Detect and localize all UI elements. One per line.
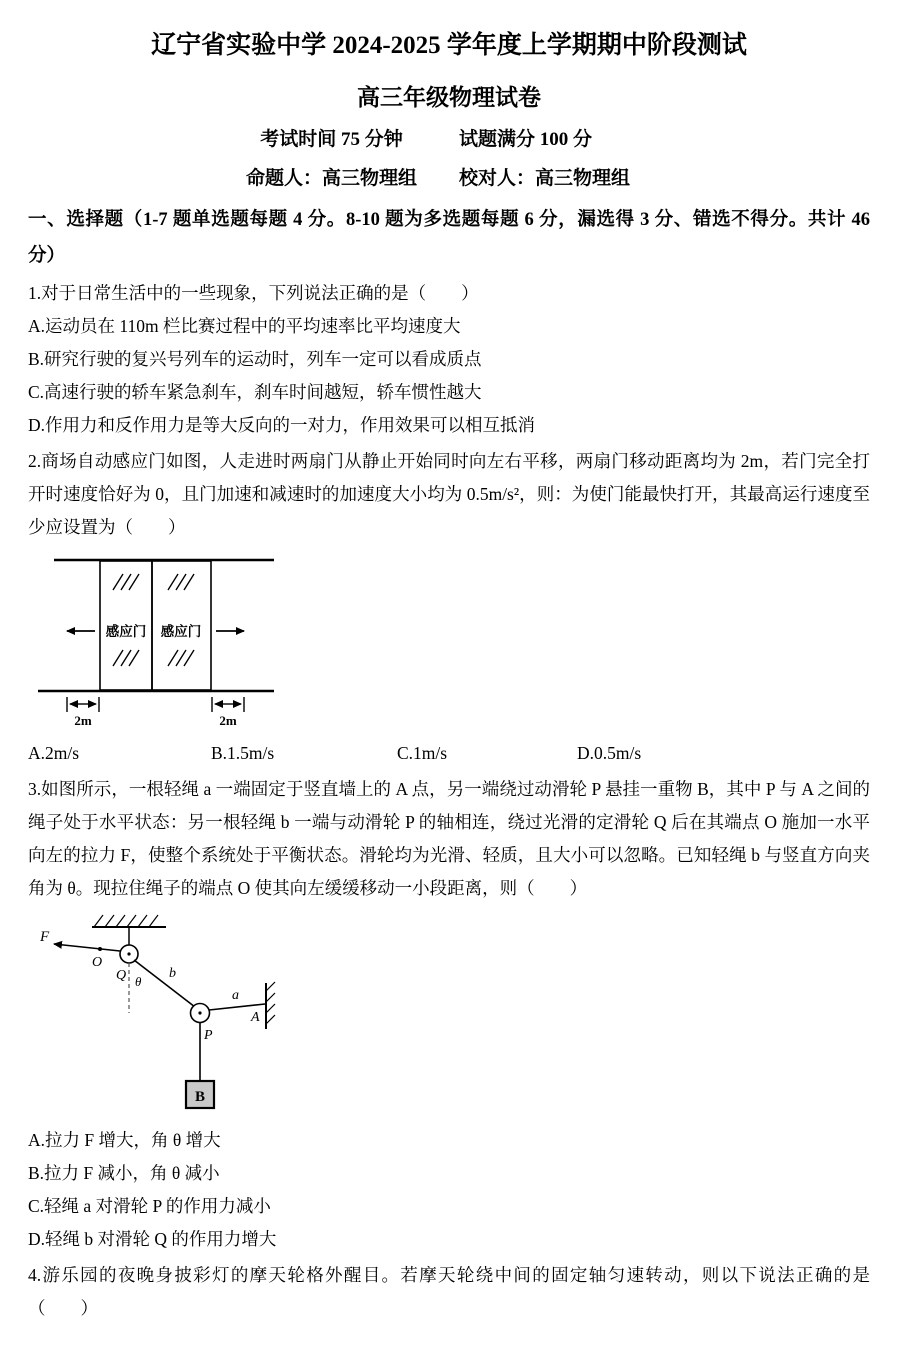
door-label-left: 感应门 — [105, 624, 147, 640]
question-1 — [28, 277, 870, 442]
pulley-system-diagram — [32, 911, 302, 1119]
label-q: Q — [116, 968, 127, 984]
question-4-stem: 4.游乐园的夜晚身披彩灯的摩天轮格外醒目。若摩天轮绕中间的固定轴匀速转动，则以下说法正确的是（ ） — [28, 1265, 870, 1319]
question-3 — [28, 773, 870, 1256]
dimension-right — [212, 697, 244, 712]
door-label-right: 感应门 — [160, 624, 202, 640]
label-o: O — [92, 955, 103, 971]
dimension-left — [67, 697, 99, 712]
question-2-option-c: C.1m/s — [397, 743, 448, 764]
exam-setter: 命题人：高三物理组 — [245, 168, 417, 190]
label-p: P — [204, 1028, 213, 1044]
question-3-option-b: B.拉力 F 减小，角 θ 减小 — [28, 1163, 220, 1184]
question-4 — [28, 1259, 870, 1325]
pulley-q-axle — [127, 953, 130, 956]
question-3-option-d: D.轻绳 b 对滑轮 Q 的作用力增大 — [28, 1229, 277, 1250]
question-2-figure — [32, 550, 870, 733]
question-2-option-a: A.2m/s — [28, 743, 80, 764]
label-theta: θ — [135, 974, 142, 990]
point-o — [98, 947, 102, 951]
wall-hatch — [266, 982, 275, 1029]
exam-info-row-2 — [28, 163, 870, 190]
rope-b — [134, 960, 195, 1007]
exam-subtitle: 高三年级物理试卷 — [357, 85, 541, 111]
question-3-option-a: A.拉力 F 增大，角 θ 增大 — [28, 1130, 221, 1151]
question-2-options — [28, 737, 870, 770]
ceiling-hatch — [92, 915, 166, 927]
exam-info-row-1 — [28, 124, 870, 151]
exam-proofreader: 校对人：高三物理组 — [459, 168, 631, 190]
question-2-stem: 2.商场自动感应门如图，人走进时两扇门从静止开始同时向左右平移，两扇门移动距离均为 2m，若门完全打开时速度恰好为 0，且门加速和减速时的加速度大小均为 0.5m/s²，则：为使门能最快打开，其最高运行速度至少应设置为（ ） — [28, 451, 870, 538]
exam-title: 辽宁省实验中学 2024-2025 学年度上学期期中阶段测试 — [151, 32, 747, 59]
dimension-right-label: 2m — [219, 713, 237, 729]
pulley-p-axle — [198, 1012, 201, 1015]
exam-time: 考试时间 75 分钟 — [260, 129, 403, 151]
force-f-arrow — [54, 944, 120, 951]
question-3-option-c: C.轻绳 a 对滑轮 P 的作用力减小 — [28, 1196, 271, 1217]
dimension-left-label: 2m — [74, 713, 92, 729]
section-1-heading: 一、选择题（1-7 题单选题每题 4 分。8-10 题为多选题每题 6 分，漏选得 3 分、错选不得分。共计 46 分） — [28, 210, 870, 267]
sliding-door-diagram — [32, 550, 284, 728]
label-weight-b: B — [194, 1089, 206, 1106]
question-2-option-d: D.0.5m/s — [577, 743, 642, 764]
label-a-point: A — [251, 1010, 260, 1026]
exam-full-score: 试题满分 100 分 — [459, 129, 593, 151]
question-1-option-a: A.运动员在 110m 栏比赛过程中的平均速率比平均速度大 — [28, 316, 461, 337]
question-1-stem: 1.对于日常生活中的一些现象，下列说法正确的是（ ） — [28, 283, 479, 304]
question-3-stem: 3.如图所示，一根轻绳 a 一端固定于竖直墙上的 A 点，另一端绕过动滑轮 P 悬挂一重物 B，其中 P 与 A 之间的绳子处于水平状态：另一根轻绳 b 一端与动滑轮 P 的轴相连，绕过光滑的定滑轮 Q 后在其端点 O 施加一水平向左的拉力 F，使整个系统处于平衡状态。滑轮均为光滑、轻质，且大小可以忽略。已知轻绳 b 与竖直方向夹角为 θ。现拉住绳子的端点 O 使其向左缓缓移动一小段距离，则（ ） — [28, 779, 870, 899]
question-1-option-b: B.研究行驶的复兴号列车的运动时，列车一定可以看成质点 — [28, 349, 482, 370]
question-2-option-b: B.1.5m/s — [211, 743, 275, 764]
question-1-option-c: C.高速行驶的轿车紧急刹车，刹车时间越短，轿车惯性越大 — [28, 382, 482, 403]
label-f: F — [40, 929, 50, 946]
question-3-figure — [32, 911, 870, 1124]
label-a: a — [232, 988, 239, 1004]
label-b: b — [169, 966, 176, 982]
question-2 — [28, 445, 870, 770]
glass-hatch-marks — [113, 574, 194, 666]
question-1-option-d: D.作用力和反作用力是等大反向的一对力，作用效果可以相互抵消 — [28, 415, 536, 436]
